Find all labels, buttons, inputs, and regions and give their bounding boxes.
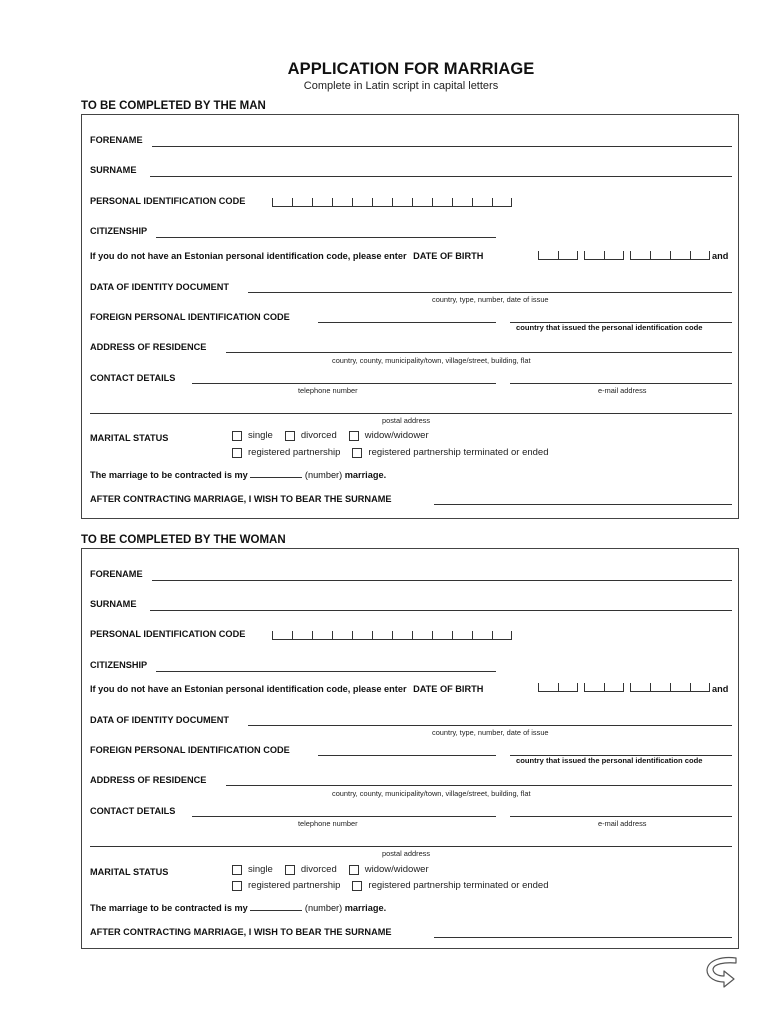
marriage-number-prefix: The marriage to be contracted is my (90, 470, 248, 480)
citizenship-label: CITIZENSHIP (90, 660, 148, 670)
identity-document-hint: country, type, number, date of issue (432, 295, 549, 304)
forename-label: FORENAME (90, 135, 143, 145)
single-label: single (248, 864, 273, 875)
bear-surname-input-line[interactable] (434, 937, 732, 938)
divorced-label: divorced (300, 864, 337, 875)
partnership-terminated-checkbox[interactable] (352, 881, 362, 891)
woman-section-box (81, 548, 739, 949)
citizenship-input-line[interactable] (156, 237, 496, 238)
bear-surname-input-line[interactable] (434, 504, 732, 505)
registered-partnership-checkbox[interactable] (232, 448, 242, 458)
foreign-code-input-line[interactable] (318, 322, 496, 323)
address-hint: country, county, municipality/town, village/street, building, flat (332, 356, 531, 365)
personal-code-label: PERSONAL IDENTIFICATION CODE (90, 629, 246, 639)
no-code-text: If you do not have an Estonian personal identification code, please enter (90, 251, 407, 261)
widow-checkbox[interactable] (349, 865, 359, 875)
widow-checkbox[interactable] (349, 431, 359, 441)
date-of-birth-label: DATE OF BIRTH (413, 251, 484, 261)
marriage-number-suffix: marriage. (344, 903, 387, 913)
section-heading-woman: TO BE COMPLETED BY THE WOMAN (81, 534, 286, 546)
divorced-checkbox[interactable] (285, 865, 295, 875)
divorced-checkbox[interactable] (285, 431, 295, 441)
no-code-note (90, 251, 483, 261)
partnership-terminated-label: registered partnership terminated or ended (368, 880, 549, 891)
date-of-birth-boxes[interactable] (538, 683, 710, 692)
marital-status-row-1 (232, 864, 441, 875)
identity-document-hint: country, type, number, date of issue (432, 728, 549, 737)
address-label: ADDRESS OF RESIDENCE (90, 775, 207, 785)
marital-status-label: MARITAL STATUS (90, 433, 169, 443)
and-label: and (712, 251, 729, 261)
telephone-hint: telephone number (298, 386, 358, 395)
widow-label: widow/widower (364, 864, 429, 875)
no-code-note (90, 684, 483, 694)
widow-label: widow/widower (364, 430, 429, 441)
date-of-birth-label: DATE OF BIRTH (413, 684, 484, 694)
personal-code-label: PERSONAL IDENTIFICATION CODE (90, 196, 246, 206)
divorced-label: divorced (300, 430, 337, 441)
marital-status-label: MARITAL STATUS (90, 867, 169, 877)
form-subtitle: Complete in Latin script in capital letters (303, 80, 499, 92)
foreign-code-label: FOREIGN PERSONAL IDENTIFICATION CODE (90, 745, 290, 755)
address-input-line[interactable] (226, 352, 732, 353)
no-code-text: If you do not have an Estonian personal identification code, please enter (90, 684, 407, 694)
page-turn-arrow-icon (702, 954, 740, 990)
address-input-line[interactable] (226, 785, 732, 786)
citizenship-label: CITIZENSHIP (90, 226, 148, 236)
marriage-number-middle: (number) (304, 470, 343, 480)
single-checkbox[interactable] (232, 431, 242, 441)
email-input-line[interactable] (510, 383, 732, 384)
personal-code-boxes[interactable] (272, 198, 512, 207)
forename-input-line[interactable] (152, 146, 732, 147)
marriage-number-line (90, 469, 386, 480)
form-title: APPLICATION FOR MARRIAGE (287, 60, 535, 78)
telephone-input-line[interactable] (192, 816, 496, 817)
foreign-code-label: FOREIGN PERSONAL IDENTIFICATION CODE (90, 312, 290, 322)
registered-partnership-checkbox[interactable] (232, 881, 242, 891)
bear-surname-label: AFTER CONTRACTING MARRIAGE, I WISH TO BEAR THE SURNAME (90, 927, 392, 937)
surname-input-line[interactable] (150, 176, 732, 177)
contact-label: CONTACT DETAILS (90, 373, 176, 383)
contact-label: CONTACT DETAILS (90, 806, 176, 816)
foreign-code-hint: country that issued the personal identification code (516, 323, 703, 332)
foreign-code-hint: country that issued the personal identification code (516, 756, 703, 765)
foreign-code-input-line[interactable] (318, 755, 496, 756)
telephone-input-line[interactable] (192, 383, 496, 384)
marriage-number-input[interactable] (250, 902, 302, 911)
marital-status-row-2 (232, 447, 561, 458)
address-hint: country, county, municipality/town, village/street, building, flat (332, 789, 531, 798)
postal-hint: postal address (382, 416, 431, 425)
date-of-birth-boxes[interactable] (538, 251, 710, 260)
postal-address-input-line[interactable] (90, 846, 732, 847)
surname-label: SURNAME (90, 599, 137, 609)
marriage-number-prefix: The marriage to be contracted is my (90, 903, 248, 913)
man-section-box (81, 114, 739, 519)
identity-document-input-line[interactable] (248, 725, 732, 726)
surname-label: SURNAME (90, 165, 137, 175)
and-label: and (712, 684, 729, 694)
marital-status-row-2 (232, 880, 561, 891)
identity-document-label: DATA OF IDENTITY DOCUMENT (90, 715, 229, 725)
email-input-line[interactable] (510, 816, 732, 817)
postal-address-input-line[interactable] (90, 413, 732, 414)
surname-input-line[interactable] (150, 610, 732, 611)
partnership-terminated-checkbox[interactable] (352, 448, 362, 458)
bear-surname-label: AFTER CONTRACTING MARRIAGE, I WISH TO BEAR THE SURNAME (90, 494, 392, 504)
section-heading-man: TO BE COMPLETED BY THE MAN (81, 100, 266, 112)
registered-partnership-label: registered partnership (248, 447, 341, 458)
personal-code-boxes[interactable] (272, 631, 512, 640)
marriage-number-suffix: marriage. (344, 470, 387, 480)
citizenship-input-line[interactable] (156, 671, 496, 672)
registered-partnership-label: registered partnership (248, 880, 341, 891)
marriage-number-input[interactable] (250, 469, 302, 478)
forename-label: FORENAME (90, 569, 143, 579)
identity-document-label: DATA OF IDENTITY DOCUMENT (90, 282, 229, 292)
telephone-hint: telephone number (298, 819, 358, 828)
email-hint: e-mail address (598, 819, 647, 828)
identity-document-input-line[interactable] (248, 292, 732, 293)
postal-hint: postal address (382, 849, 431, 858)
email-hint: e-mail address (598, 386, 647, 395)
forename-input-line[interactable] (152, 580, 732, 581)
marital-status-row-1 (232, 430, 441, 441)
marriage-number-middle: (number) (304, 903, 343, 913)
single-checkbox[interactable] (232, 865, 242, 875)
marriage-number-line (90, 902, 386, 913)
single-label: single (248, 430, 273, 441)
partnership-terminated-label: registered partnership terminated or ended (368, 447, 549, 458)
address-label: ADDRESS OF RESIDENCE (90, 342, 207, 352)
